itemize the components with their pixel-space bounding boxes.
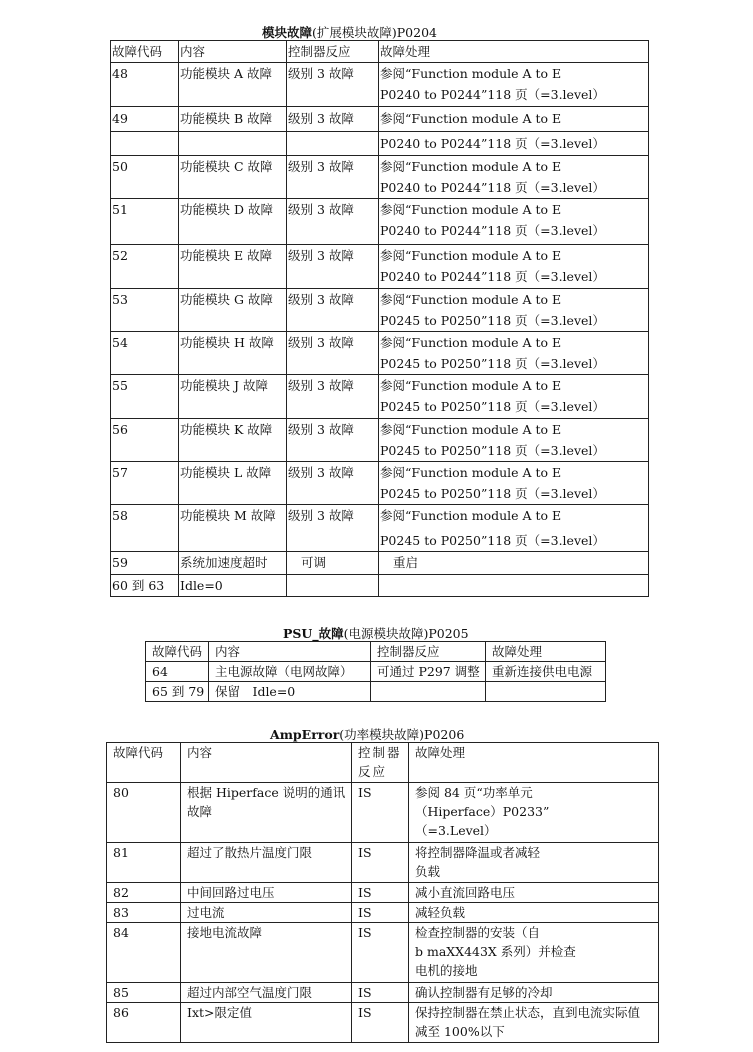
fault-code: 56 [111,419,179,462]
header-cell: 内容 [181,743,352,783]
fault-action [409,783,659,843]
table-header-row [111,41,649,63]
action-line: P0245 to P0250”118 页（=3.level） [380,313,605,328]
fault-action: P0240 to P0244”118 页（=3.level） [379,132,649,156]
fault-reaction: 可通过 P297 调整 [371,662,486,682]
header-cell: 故障处理 [486,642,606,662]
action-line: 参阅“Function module A to E [380,66,562,81]
header-cell: 控制器反应 [371,642,486,662]
table-row-continuation [111,132,649,156]
table-row [107,843,659,883]
table-row [107,883,659,903]
action-line: 参阅“Function module A to E [380,465,562,480]
fault-reaction: IS [352,843,409,883]
fault-code: 48 [111,63,179,107]
fault-code: 51 [111,199,179,245]
fault-code: 83 [107,903,181,923]
table-row [111,552,649,575]
section2-title-bold: PSU_故障 [283,626,344,641]
fault-action: 减小直流回路电压 [409,883,659,903]
fault-code: 49 [111,107,179,132]
fault-code: 58 [111,505,179,552]
table-row [107,923,659,983]
fault-code: 85 [107,983,181,1003]
table-row [111,199,649,245]
fault-content: 功能模块 K 故障 [179,419,287,462]
action-line: P0240 to P0244”118 页（=3.level） [380,223,605,238]
fault-code: 52 [111,245,179,289]
fault-action [379,63,649,107]
fault-action [379,462,649,505]
fault-content: 功能模块 B 故障 [179,107,287,132]
fault-action: 重启 [379,552,649,575]
table-row [107,903,659,923]
action-line: P0240 to P0244”118 页（=3.level） [380,269,605,284]
fault-action [379,375,649,419]
fault-content: 功能模块 J 故障 [179,375,287,419]
action-line: P0245 to P0250”118 页（=3.level） [380,486,605,501]
action-line: 参阅“Function module A to E [380,292,562,307]
fault-reaction: 级别 3 故障 [287,375,379,419]
fault-code: 80 [107,783,181,843]
fault-code: 53 [111,289,179,332]
header-cell: 故障代码 [146,642,209,662]
header-cell: 控制器反应 [352,743,409,783]
header-cell: 内容 [179,41,287,63]
fault-code: 82 [107,883,181,903]
fault-reaction: 级别 3 故障 [287,289,379,332]
table-row [111,245,649,289]
fault-action [409,1003,659,1043]
action-line: 将控制器降温或者减轻 [415,845,541,860]
fault-content: 主电源故障（电网故障） [209,662,371,682]
fault-code: 84 [107,923,181,983]
table-header-row [107,743,659,783]
fault-content: 功能模块 M 故障 [179,505,287,552]
fault-action [409,843,659,883]
fault-reaction: IS [352,883,409,903]
fault-reaction: IS [352,903,409,923]
action-line: P0245 to P0250”118 页（=3.level） [380,443,605,458]
action-line: 参阅 84 页“功率单元 [415,785,533,800]
action-line: 保持控制器在禁止状态，直到电流实际值 [415,1005,641,1020]
table-row [111,107,649,132]
action-line: b maXX443X 系列）并检查 [415,944,576,959]
fault-content: 接地电流故障 [181,923,352,983]
table-row [111,156,649,199]
action-line: P0240 to P0244”118 页（=3.level） [380,180,605,195]
section2-title-rest: (电源模块故障)P0205 [343,626,469,641]
table-row [111,289,649,332]
fault-action [379,156,649,199]
fault-reaction: 级别 3 故障 [287,245,379,289]
fault-reaction: IS [352,983,409,1003]
amp-error-table [106,742,659,1043]
fault-code: 54 [111,332,179,375]
power-supply-fault-table [145,641,606,702]
fault-code: 57 [111,462,179,505]
fault-content: 保留 Idle=0 [209,682,371,702]
fault-content: 根据 Hiperface 说明的通讯故障 [181,783,352,843]
fault-reaction: 可调 [287,552,379,575]
header-cell: 故障处理 [379,41,649,63]
action-line: 电机的接地 [415,963,478,978]
action-line: （Hiperface）P0233” [415,804,550,819]
action-line: 参阅“Function module A to E [380,202,562,217]
action-line: （=3.Level） [415,823,497,838]
expansion-module-fault-table [110,40,649,597]
table-row [107,983,659,1003]
action-line: 负载 [415,864,441,879]
section3-title-rest: (功率模块故障)P0206 [339,727,465,742]
fault-content: 功能模块 L 故障 [179,462,287,505]
table-row [111,63,649,107]
action-line: 参阅“Function module A to E [380,378,562,393]
table-row [111,375,649,419]
action-line: 参阅“Function module A to E [380,335,562,350]
fault-code: 60 到 63 [111,575,179,597]
action-line: 减至 100%以下 [415,1024,505,1039]
fault-reaction: 级别 3 故障 [287,419,379,462]
action-line: P0245 to P0250”118 页（=3.level） [380,399,605,414]
fault-content: 功能模块 C 故障 [179,156,287,199]
section2-caption [283,624,469,642]
table-row [111,575,649,597]
fault-action: 减轻负载 [409,903,659,923]
fault-code: 81 [107,843,181,883]
fault-reaction: 级别 3 故障 [287,462,379,505]
fault-content: 功能模块 H 故障 [179,332,287,375]
table-row [111,419,649,462]
action-line: 参阅“Function module A to E [380,248,562,263]
fault-reaction: 级别 3 故障 [287,505,379,552]
section1-caption [262,23,437,41]
fault-content: 功能模块 A 故障 [179,63,287,107]
fault-action: 参阅“Function module A to E [379,107,649,132]
fault-reaction: IS [352,923,409,983]
fault-content: 中间回路过电压 [181,883,352,903]
fault-code: 65 到 79 [146,682,209,702]
fault-reaction: IS [352,783,409,843]
fault-content: Idle=0 [179,575,287,597]
action-line: 参阅“Function module A to E [380,422,562,437]
action-line: P0240 to P0244”118 页（=3.level） [380,87,605,102]
fault-reaction: IS [352,1003,409,1043]
fault-action [379,419,649,462]
table-row [146,662,606,682]
header-cell: 控制器反应 [287,41,379,63]
header-cell: 故障代码 [111,41,179,63]
fault-code: 50 [111,156,179,199]
fault-content: 系统加速度超时 [179,552,287,575]
fault-action: 重新连接供电电源 [486,662,606,682]
header-cell: 内容 [209,642,371,662]
table-row [111,332,649,375]
fault-code: 64 [146,662,209,682]
table-row [146,682,606,702]
header-cell: 故障代码 [107,743,181,783]
fault-content: 过电流 [181,903,352,923]
fault-content: Ixt>限定值 [181,1003,352,1043]
action-line: 参阅“Function module A to E [380,159,562,174]
header-cell: 故障处理 [409,743,659,783]
fault-reaction: 级别 3 故障 [287,199,379,245]
fault-code: 86 [107,1003,181,1043]
fault-code: 59 [111,552,179,575]
fault-content: 功能模块 D 故障 [179,199,287,245]
action-line: P0245 to P0250”118 页（=3.level） [380,533,605,548]
table-row [111,462,649,505]
fault-content: 功能模块 E 故障 [179,245,287,289]
fault-reaction: 级别 3 故障 [287,63,379,107]
action-line: P0245 to P0250”118 页（=3.level） [380,356,605,371]
table-header-row [146,642,606,662]
table-row [111,505,649,552]
fault-action [379,289,649,332]
fault-action [379,245,649,289]
action-line: 检查控制器的安装（自 [415,925,541,940]
fault-action [409,923,659,983]
section1-title-bold: 模块故障 [262,25,313,40]
fault-reaction: 级别 3 故障 [287,332,379,375]
action-line: 参阅“Function module A to E [380,508,562,523]
fault-action [379,505,649,552]
fault-action [379,199,649,245]
section3-caption [270,725,464,743]
table-row [107,783,659,843]
fault-reaction: 级别 3 故障 [287,156,379,199]
fault-content: 超过内部空气温度门限 [181,983,352,1003]
fault-action: 确认控制器有足够的冷却 [409,983,659,1003]
section1-title-rest: (扩展模块故障)P0204 [312,25,437,40]
fault-code: 55 [111,375,179,419]
fault-reaction: 级别 3 故障 [287,107,379,132]
section3-title-bold: AmpError [270,727,340,742]
fault-action [379,332,649,375]
fault-content: 功能模块 G 故障 [179,289,287,332]
table-row [107,1003,659,1043]
fault-content: 超过了散热片温度门限 [181,843,352,883]
